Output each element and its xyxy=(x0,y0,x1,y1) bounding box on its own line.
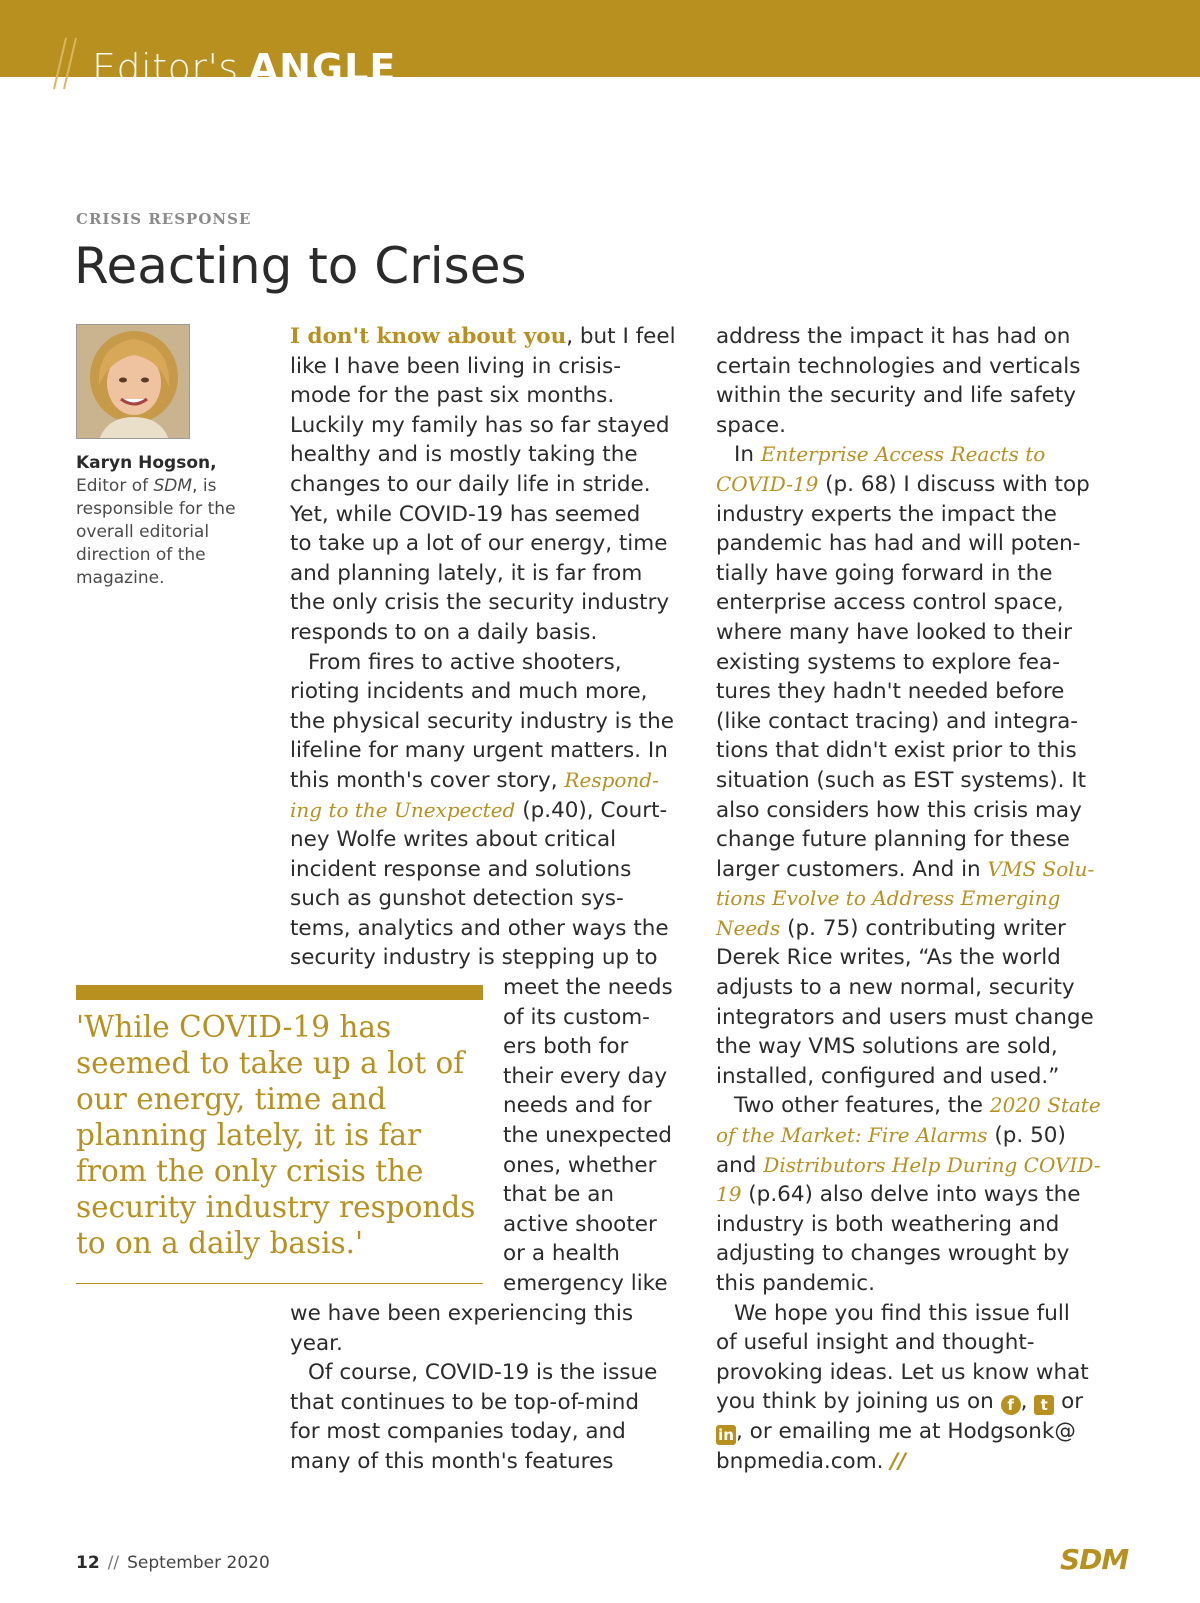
text-line: adjusting to changes wrought by xyxy=(716,1241,1070,1267)
page-number: 12 xyxy=(76,1553,100,1573)
double-slash-icon xyxy=(52,36,92,91)
text-line: for most companies today, and xyxy=(290,1419,626,1445)
text-line: to take up a lot of our energy, time xyxy=(290,531,668,557)
text-line: in, or emailing me at Hodgsonk@ xyxy=(716,1417,1136,1447)
text-line: and planning lately, it is far from xyxy=(290,560,643,586)
pull-quote-bar xyxy=(76,985,483,1000)
article-reference: 2020 State xyxy=(989,1093,1101,1118)
article-reference: tions Evolve to Address Emerging xyxy=(716,886,1061,911)
text-line: emergency like xyxy=(503,1270,668,1296)
linkedin-icon[interactable]: in xyxy=(716,1425,736,1445)
text-line: certain technologies and verticals xyxy=(716,353,1081,379)
text-line: where many have looked to their xyxy=(716,619,1072,645)
text-line: larger customers. And in VMS Solu- xyxy=(716,856,1095,882)
text-line: tures they hadn't needed before xyxy=(716,679,1065,705)
article-kicker: CRISIS RESPONSE xyxy=(76,210,252,228)
article-reference: Respond- xyxy=(564,767,659,792)
text-line: integrators and users must change xyxy=(716,1004,1094,1030)
text-line: needs and for xyxy=(503,1093,652,1119)
text-line: of the Market: Fire Alarms (p. 50) xyxy=(716,1123,1066,1149)
page-footer xyxy=(76,1553,270,1573)
text-line: change future planning for these xyxy=(716,827,1070,853)
text-line: existing systems to explore fea- xyxy=(716,649,1060,675)
text-line: enterprise access control space, xyxy=(716,590,1064,616)
text-line: active shooter xyxy=(503,1211,657,1237)
email-link[interactable]: bnpmedia.com. xyxy=(716,1448,884,1474)
text-line: the physical security industry is the xyxy=(290,708,674,734)
footer-separator: // xyxy=(107,1553,120,1573)
article-column-1-narrow xyxy=(503,973,703,1299)
text-line: situation (such as EST systems). It xyxy=(716,767,1087,793)
text-line: Yet, while COVID-19 has seemed xyxy=(290,501,641,527)
text-line: Of course, COVID-19 is the issue xyxy=(308,1360,658,1386)
text-line: industry experts the impact the xyxy=(716,501,1057,527)
sdm-logo: SDM xyxy=(1060,1543,1129,1576)
text-line: you think by joining us on f , t or xyxy=(716,1389,1084,1415)
text-line: their every day xyxy=(503,1063,668,1089)
text-line: responds to on a daily basis. xyxy=(290,619,598,645)
text-line: rioting incidents and much more, xyxy=(290,679,648,705)
text-line: We hope you find this issue full xyxy=(734,1300,1070,1326)
text-line: adjusts to a new normal, security xyxy=(716,975,1075,1001)
text-line: year. xyxy=(290,1330,343,1356)
text-line: mode for the past six months. xyxy=(290,383,615,409)
text-line: the way VMS solutions are sold, xyxy=(716,1034,1058,1060)
text-line: or a health xyxy=(503,1241,620,1267)
text-line: Two other features, the 2020 State xyxy=(734,1093,1101,1119)
text-line: ing to the Unexpected (p.40), Court- xyxy=(290,797,668,823)
author-bio: Karyn Hogson, Editor of SDM, is responsible for the overall editorial direction of the magazine. xyxy=(76,452,246,590)
text-line: industry is both weathering and xyxy=(716,1211,1060,1237)
text-line: ones, whether xyxy=(503,1152,657,1178)
text-line: incident response and solutions xyxy=(290,856,632,882)
article-reference: COVID-19 xyxy=(716,471,819,496)
article-column-1-tail xyxy=(290,1299,700,1477)
text-line: and Distributors Help During COVID- xyxy=(716,1152,1101,1178)
text-line: 19 (p.64) also delve into ways the xyxy=(716,1182,1081,1208)
article-reference: VMS Solu- xyxy=(987,856,1095,881)
publication-name: SDM xyxy=(153,476,193,496)
text-line: that continues to be top-of-mind xyxy=(290,1389,640,1415)
section-title: Editor's ANGLE xyxy=(92,46,397,90)
pull-quote: 'While COVID-19 has seemed to take up a lot of our energy, time and planning lately, it is far from the only crisis the security industry responds to on a daily basis.' xyxy=(76,1010,476,1260)
author-name: Karyn Hogson, xyxy=(76,453,217,473)
text-line: the unexpected xyxy=(503,1122,672,1148)
pull-quote-rule xyxy=(76,1283,483,1284)
lead-in: I don't know about you xyxy=(290,324,567,349)
text-line: security industry is stepping up to xyxy=(290,945,658,971)
text-line: healthy and is mostly taking the xyxy=(290,442,638,468)
facebook-icon[interactable]: f xyxy=(1001,1395,1021,1415)
article-reference: Enterprise Access Reacts to xyxy=(760,442,1046,467)
text-line: address the impact it has had on xyxy=(716,324,1071,349)
text-line: we have been experiencing this xyxy=(290,1301,634,1326)
text-line: tems, analytics and other ways the xyxy=(290,915,669,941)
text-line: (like contact tracing) and integra- xyxy=(716,708,1079,734)
text-line: In Enterprise Access Reacts to xyxy=(734,442,1046,468)
author-photo xyxy=(76,324,190,439)
text-line: I don't know about you, but I feel xyxy=(290,324,676,349)
text-line: ers both for xyxy=(503,1034,629,1060)
article-reference: Needs xyxy=(716,915,781,940)
text-line: From fires to active shooters, xyxy=(308,649,622,675)
text-line: Derek Rice writes, “As the world xyxy=(716,945,1061,971)
text-line: tions that didn't exist prior to this xyxy=(716,738,1077,764)
text-line: also considers how this crisis may xyxy=(716,797,1082,823)
text-line xyxy=(716,884,1136,914)
text-line: the only crisis the security industry xyxy=(290,590,670,616)
text-line: installed, configured and used.” xyxy=(716,1063,1060,1089)
article-reference: of the Market: Fire Alarms xyxy=(716,1123,988,1148)
article-headline: Reacting to Crises xyxy=(74,237,527,295)
article-reference: Distributors Help During COVID- xyxy=(763,1152,1101,1177)
text-line xyxy=(716,1447,1136,1477)
text-line: COVID-19 (p. 68) I discuss with top xyxy=(716,471,1090,497)
text-line: such as gunshot detection sys- xyxy=(290,886,624,912)
text-line: Needs (p. 75) contributing writer xyxy=(716,915,1066,941)
article-column-2 xyxy=(716,322,1136,1476)
text-line: provoking ideas. Let us know what xyxy=(716,1359,1089,1385)
text-line: many of this month's features xyxy=(290,1448,614,1474)
text-line: lifeline for many urgent matters. In xyxy=(290,738,668,764)
text-line: space. xyxy=(716,412,786,438)
text-line: of its custom- xyxy=(503,1004,650,1030)
text-line: meet the needs xyxy=(503,975,673,1000)
text-line: this pandemic. xyxy=(716,1271,875,1296)
text-line: that be an xyxy=(503,1182,615,1208)
text-line: Luckily my family has so far stayed xyxy=(290,412,670,438)
end-mark: // xyxy=(890,1448,907,1474)
text-line: this month's cover story, Respond- xyxy=(290,767,659,793)
text-line: ney Wolfe writes about critical xyxy=(290,827,617,853)
text-line: changes to our daily life in stride. xyxy=(290,471,651,497)
article-column-1 xyxy=(290,322,700,973)
text-line: like I have been living in crisis- xyxy=(290,353,621,379)
text-line: within the security and life safety xyxy=(716,383,1077,409)
text-line: of useful insight and thought- xyxy=(716,1330,1035,1356)
article-reference: 19 xyxy=(716,1182,742,1207)
article-reference: ing to the Unexpected xyxy=(290,797,516,822)
twitter-icon[interactable]: t xyxy=(1034,1395,1054,1415)
issue-date: September 2020 xyxy=(127,1553,270,1573)
text-line: tially have going forward in the xyxy=(716,560,1053,586)
text-line: pandemic has had and will poten- xyxy=(716,531,1081,557)
